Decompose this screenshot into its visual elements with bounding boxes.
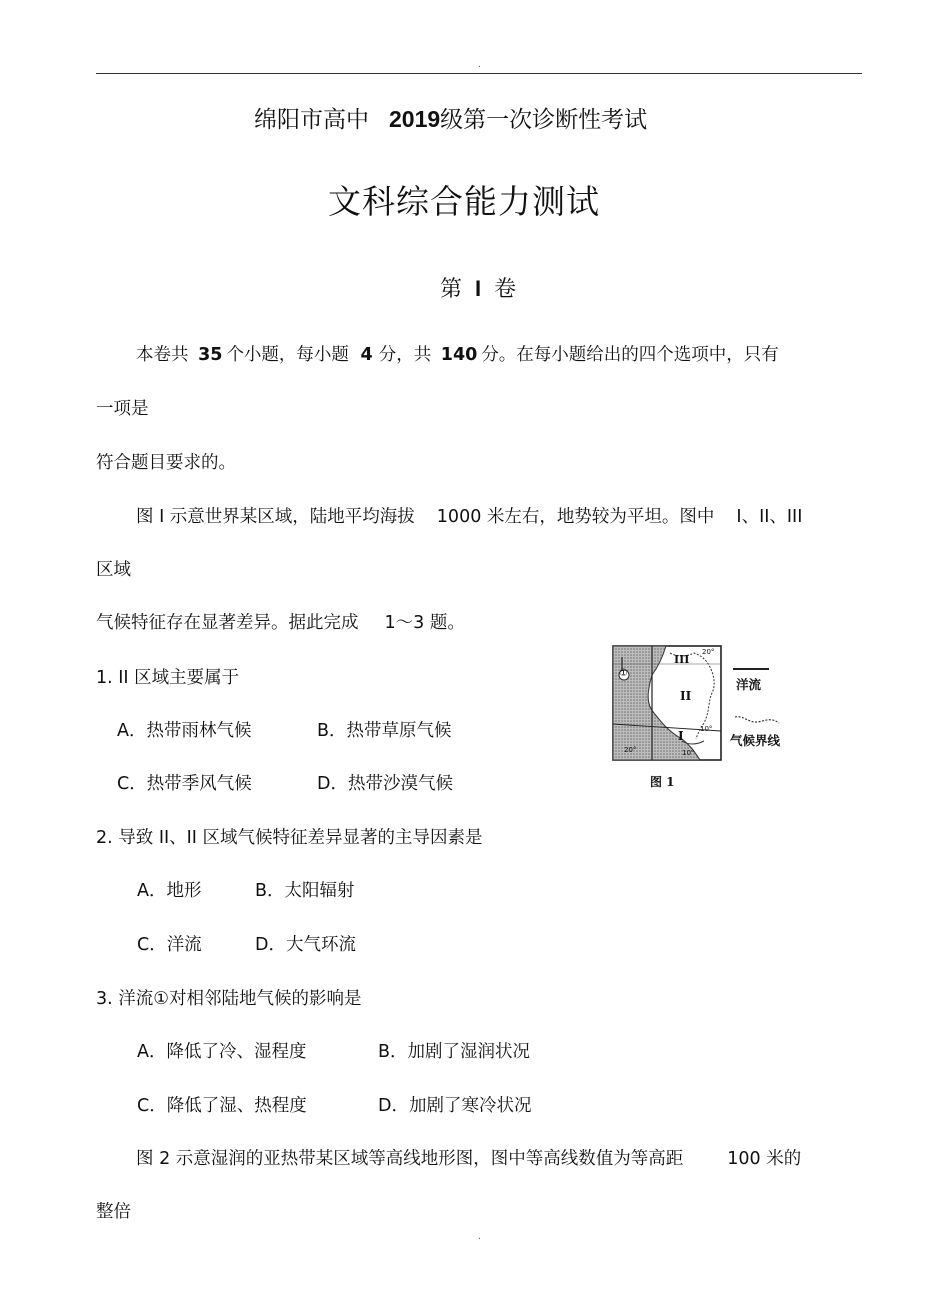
passage2-line-2: 整倍 (96, 1202, 131, 1222)
exam-title-year: 2019 (389, 106, 441, 132)
figure-1-map (612, 645, 722, 761)
intro-points-each: 4 (360, 345, 373, 365)
intro-text-d: 分。在每小题给出的四个选项中，只有 (481, 345, 779, 365)
intro-points-total: 140 (440, 345, 478, 365)
intro-text-c: 分，共 (378, 345, 432, 365)
intro-line-3: 符合题目要求的。 (96, 453, 236, 473)
question-1-option-b[interactable]: B．热带草原气候 (317, 721, 452, 741)
figure-1-region-1-label: I (678, 729, 684, 743)
passage2-text-b: 100 米的 (727, 1149, 802, 1169)
figure-1-map-svg (612, 645, 722, 761)
figure-1-caption: 图 1 (650, 775, 675, 789)
passage2-text-a: 图 2 示意湿润的亚热带某区域等高线地形图，图中等高线数值为等高距 (136, 1149, 684, 1169)
passage1-text-e: 1～3 题。 (384, 613, 465, 633)
passage1-text-b: 1000 米左右，地势较为平坦。图中 (436, 507, 715, 527)
question-1-stem: 1. II 区域主要属于 (96, 668, 240, 688)
question-3-option-a[interactable]: A．降低了冷、湿程度 (137, 1042, 307, 1062)
intro-question-count: 35 (198, 345, 223, 365)
legend-boundary-label: 气候界线 (730, 733, 781, 748)
volume-title (440, 272, 516, 303)
header-dot: . (478, 60, 481, 70)
figure-1-region-3-label: III (674, 653, 690, 666)
subject-title: 文科综合能力测试 (328, 182, 600, 221)
footer-dot: . (478, 1232, 481, 1242)
figure-1-lat-20n: 20° (702, 648, 715, 656)
intro-text-b: 个小题，每小题 (226, 345, 349, 365)
volume-title-suffix: 卷 (494, 277, 517, 302)
passage1-line-1 (136, 505, 802, 529)
question-2-option-a[interactable]: A．地形 (137, 881, 202, 901)
question-2-stem: 2. 导致 II、II 区域气候特征差异显著的主导因素是 (96, 828, 483, 848)
passage1-text-d: 气候特征存在显著差异。据此完成 (96, 613, 359, 633)
question-2-option-b[interactable]: B．太阳辐射 (255, 881, 355, 901)
volume-title-prefix: 第 (440, 277, 463, 302)
question-3-option-b[interactable]: B．加剧了湿润状况 (378, 1042, 531, 1062)
passage1-line-2: 区域 (96, 560, 131, 580)
intro-text-a: 本卷共 (136, 345, 189, 365)
question-1-option-a[interactable]: A．热带雨林气候 (117, 721, 252, 741)
question-2-option-c[interactable]: C．洋流 (137, 935, 202, 955)
figure-1-current-label: ① (619, 668, 628, 679)
figure-1-lat-20s: 20° (624, 746, 637, 754)
legend-current-label: 洋流 (736, 677, 762, 692)
question-3-stem: 3. 洋流①对相邻陆地气候的影响是 (96, 989, 362, 1009)
intro-line-2: 一项是 (96, 399, 149, 419)
legend-current-line (733, 668, 769, 670)
exam-title-prefix: 绵阳市高中 (254, 107, 369, 133)
question-3-option-d[interactable]: D．加剧了寒冷状况 (378, 1096, 532, 1116)
exam-title (254, 101, 647, 134)
figure-1-region-2-label: II (680, 689, 692, 703)
legend-boundary-line (733, 712, 783, 731)
question-1-option-d[interactable]: D．热带沙漠气候 (317, 774, 453, 794)
passage1-text-a: 图 I 示意世界某区域，陆地平均海拔 (136, 507, 415, 527)
question-1-option-c[interactable]: C．热带季风气候 (117, 774, 252, 794)
passage1-line-3 (96, 611, 465, 635)
figure-1-lat-10-bottom: 10° (682, 749, 695, 757)
passage1-text-c: I、II、III (736, 507, 803, 527)
intro-line-1 (136, 343, 779, 367)
header-rule (96, 73, 862, 74)
question-2-option-d[interactable]: D．大气环流 (255, 935, 356, 955)
figure-1-lat-10-right: 10° (700, 725, 713, 733)
volume-title-roman: I (475, 276, 482, 301)
question-3-option-c[interactable]: C．降低了湿、热程度 (137, 1096, 307, 1116)
passage2-line-1 (136, 1147, 801, 1171)
exam-title-suffix: 级第一次诊断性考试 (440, 107, 648, 133)
legend-boundary-svg (733, 713, 783, 727)
